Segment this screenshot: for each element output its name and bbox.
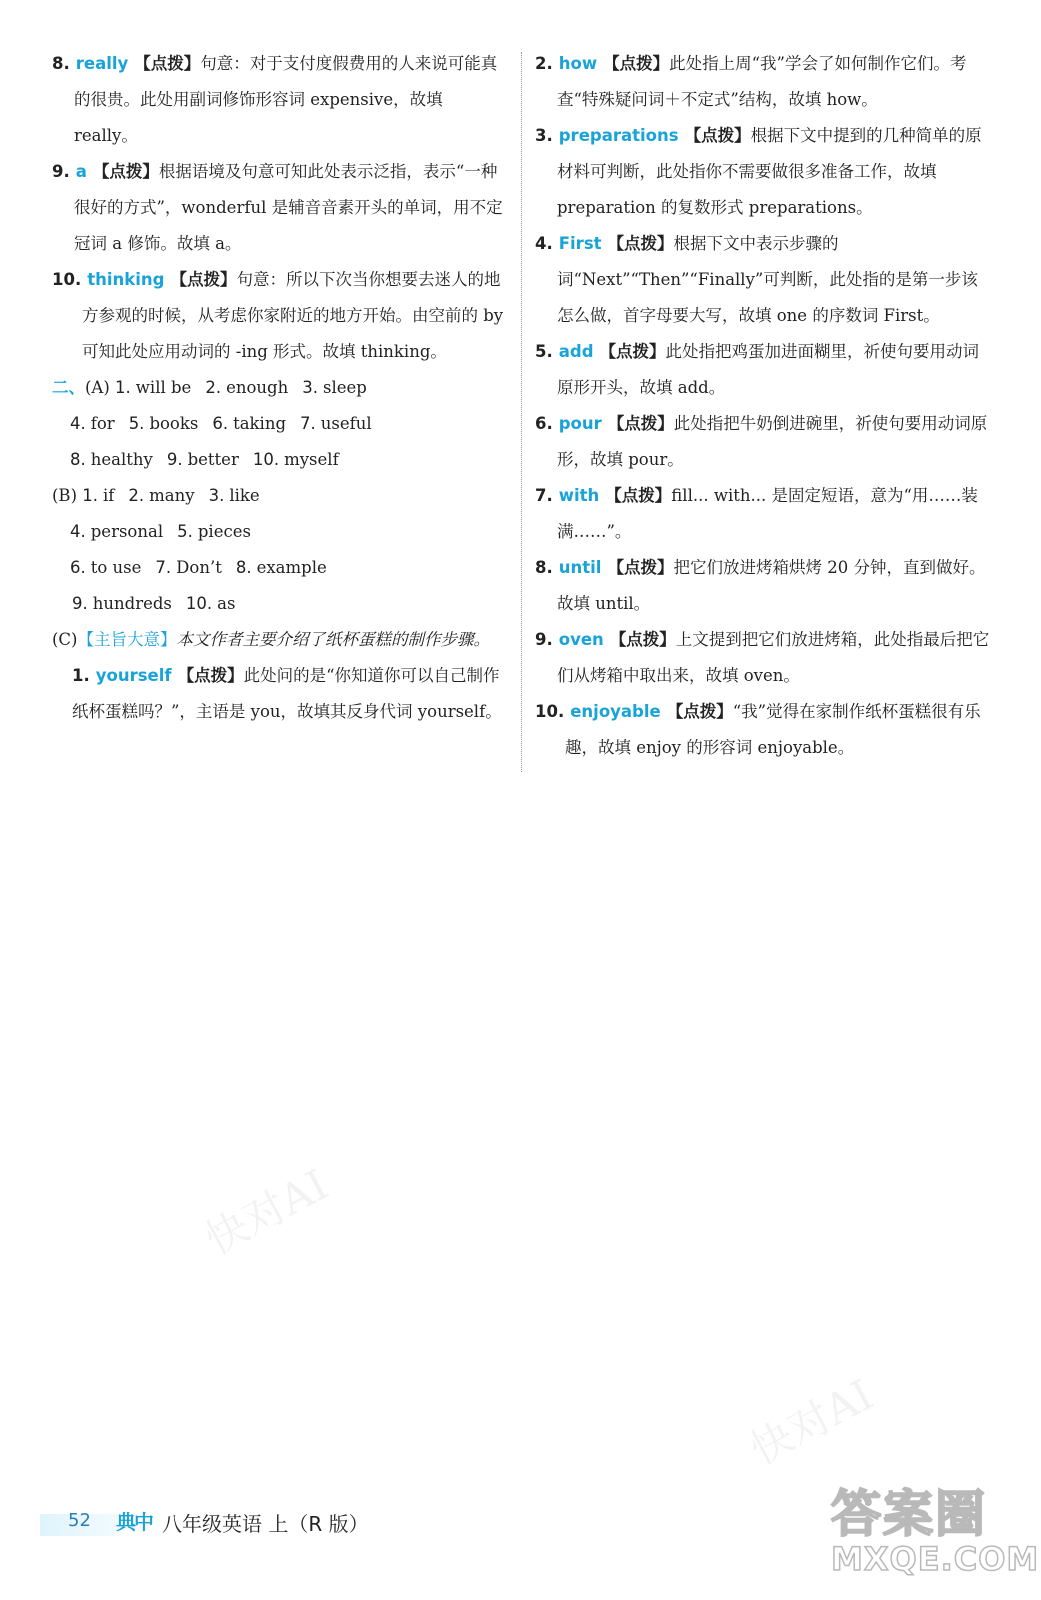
question-number: 8. [535,558,553,577]
explanation-text: 此处问的是“你知道你可以自己制作纸杯蛋糕吗？”，主语是 you，故填其反身代词 yourself。 [72,666,502,721]
item-number: 7. [155,558,172,577]
item-answer: useful [320,414,372,433]
answer-entry [52,262,507,370]
hint-tag: 【点拨】 [607,414,674,433]
item-answer: sleep [322,378,367,397]
explanation-text: 句意：对于支付度假费用的人来说可能真的很贵。此处用副词修饰形容词 expensive，故填 really。 [74,54,498,145]
item-answer: myself [284,450,339,469]
page-footer [40,1504,440,1540]
left-column [52,46,507,730]
hint-tag: 【点拨】 [603,54,670,73]
section-b-row [52,514,507,550]
item-answer: better [187,450,239,469]
explanation-text: 把它们放进烤箱烘烤 20 分钟，直到做好。故填 until。 [557,558,986,613]
answer-entry [535,46,990,118]
main-idea-tag: 【主旨大意】 [77,630,177,649]
answer-entry [535,550,990,622]
section-b-row [52,586,507,622]
answer-entry [535,406,990,478]
item-number: 4. [70,522,86,541]
item-number: 3. [208,486,225,505]
item-answer: example [256,558,327,577]
item-answer: Don’t [176,558,222,577]
item-answer: for [90,414,115,433]
answer-word: preparations [558,126,679,145]
item-number: 5. [177,522,193,541]
item-answer: if [103,486,115,505]
question-number: 10. [535,702,565,721]
item-number: 6. [70,558,86,577]
book-title: 八年级英语 上（R 版） [162,1512,369,1536]
item-answer: like [229,486,260,505]
item-answer: will be [135,378,192,397]
site-logo [831,1474,1040,1584]
answer-word: oven [558,630,604,649]
item-number: 1. [82,486,98,505]
main-idea-text: 本文作者主要介绍了纸杯蛋糕的制作步骤。 [176,630,490,649]
question-number: 8. [52,54,70,73]
item-answer: to use [90,558,142,577]
explanation-text: 此处指上周“我”学会了如何制作它们。考查“特殊疑问词＋不定式”结构，故填 how。 [557,54,967,109]
answer-entry [52,658,507,730]
explanation-text: 此处指把牛奶倒进碗里，祈使句要用动词原形，故填 pour。 [557,414,988,469]
explanation-text: 根据下文中表示步骤的词“Next”“Then”“Finally”可判断，此处指的是第一步该怎么做，首字母要大写，故填 one 的序数词 First。 [557,234,978,325]
item-number: 10. [185,594,213,613]
watermark: 快对AI [742,1369,881,1475]
brand-logo: 典中 [116,1510,152,1534]
hint-tag: 【点拨】 [599,342,666,361]
item-answer: many [149,486,195,505]
answer-entry [535,226,990,334]
watermark: 快对AI [197,1159,336,1265]
section-a-row [52,370,507,406]
hint-tag: 【点拨】 [607,234,674,253]
section-a-row [52,442,507,478]
section-b-row [52,478,507,514]
hint-tag: 【点拨】 [607,558,674,577]
question-number: 6. [535,414,553,433]
explanation-text: “我”觉得在家制作纸杯蛋糕很有乐趣，故填 enjoy 的形容词 enjoyable。 [565,702,981,757]
explanation-text: 根据语境及句意可知此处表示泛指，表示“一种很好的方式”，wonderful 是辅音音素开头的单词，用不定冠词 a 修饰。故填 a。 [74,162,503,253]
question-number: 1. [72,666,90,685]
explanation-text: fill... with... 是固定短语，意为“用……装满……”。 [557,486,978,541]
explanation-text: 此处指把鸡蛋加进面糊里，祈使句要用动词原形开头，故填 add。 [557,342,980,397]
hint-tag: 【点拨】 [605,486,672,505]
item-number: 8. [70,450,86,469]
item-number: 5. [128,414,145,433]
hint-tag: 【点拨】 [609,630,676,649]
subsection-label: (A) [85,378,110,397]
section-two [52,370,507,658]
item-number: 9. [166,450,183,469]
question-number: 7. [535,486,553,505]
question-number: 9. [52,162,70,181]
answer-word: until [558,558,602,577]
item-answer: enough [226,378,289,397]
item-number: 9. [72,594,88,613]
answer-word: how [558,54,598,73]
question-number: 5. [535,342,553,361]
question-number: 4. [535,234,553,253]
subsection-label: (C) [52,630,78,649]
item-number: 7. [300,414,316,433]
answer-entry [535,622,990,694]
answer-word: yourself [95,666,172,685]
item-answer: pieces [197,522,251,541]
answer-word: First [558,234,602,253]
answer-word: thinking [87,270,165,289]
answer-entry [52,154,507,262]
item-answer: personal [90,522,164,541]
hint-tag: 【点拨】 [684,126,751,145]
hint-tag: 【点拨】 [177,666,244,685]
hint-tag: 【点拨】 [170,270,237,289]
right-column [535,46,990,766]
item-number: 10. [252,450,280,469]
section-c-heading [52,622,507,658]
answer-word: with [558,486,600,505]
hint-tag: 【点拨】 [92,162,159,181]
site-logo-domain: MXQE.COM [831,1540,1040,1578]
hint-tag: 【点拨】 [134,54,201,73]
item-number: 8. [235,558,252,577]
section-b-row [52,550,507,586]
question-number: 9. [535,630,553,649]
answer-entry [535,478,990,550]
column-divider [521,52,522,772]
answer-entry [535,694,990,766]
item-answer: taking [233,414,287,433]
answer-word: pour [558,414,602,433]
explanation-text: 句意：所以下次当你想要去迷人的地方参观的时候，从考虑你家附近的地方开始。由空前的 by 可知此处应用动词的 -ing 形式。故填 thinking。 [82,270,504,361]
section-a-row [52,406,507,442]
page-number: 52 [68,1510,91,1531]
item-number: 4. [70,414,86,433]
answer-entry [52,46,507,154]
explanation-text: 上文提到把它们放进烤箱，此处指最后把它们从烤箱中取出来，故填 oven。 [557,630,990,685]
question-number: 3. [535,126,553,145]
answer-entry [535,334,990,406]
subsection-label: (B) [52,486,77,505]
item-answer: hundreds [92,594,172,613]
explanation-text: 根据下文中提到的几种简单的原材料可判断，此处指你不需要做很多准备工作，故填 preparation 的复数形式 preparations。 [557,126,982,217]
answer-word: really [75,54,129,73]
item-answer: as [217,594,236,613]
item-number: 1. [115,378,131,397]
answer-word: enjoyable [570,702,661,721]
item-number: 2. [205,378,222,397]
hint-tag: 【点拨】 [666,702,733,721]
item-number: 2. [128,486,145,505]
answer-word: add [558,342,594,361]
section-label: 二、 [52,378,85,397]
item-answer: books [149,414,199,433]
answer-word: a [75,162,87,181]
site-logo-text: 答案圈 [831,1485,987,1543]
item-number: 3. [302,378,318,397]
answer-entry [535,118,990,226]
question-number: 10. [52,270,82,289]
item-number: 6. [212,414,229,433]
question-number: 2. [535,54,553,73]
item-answer: healthy [90,450,153,469]
